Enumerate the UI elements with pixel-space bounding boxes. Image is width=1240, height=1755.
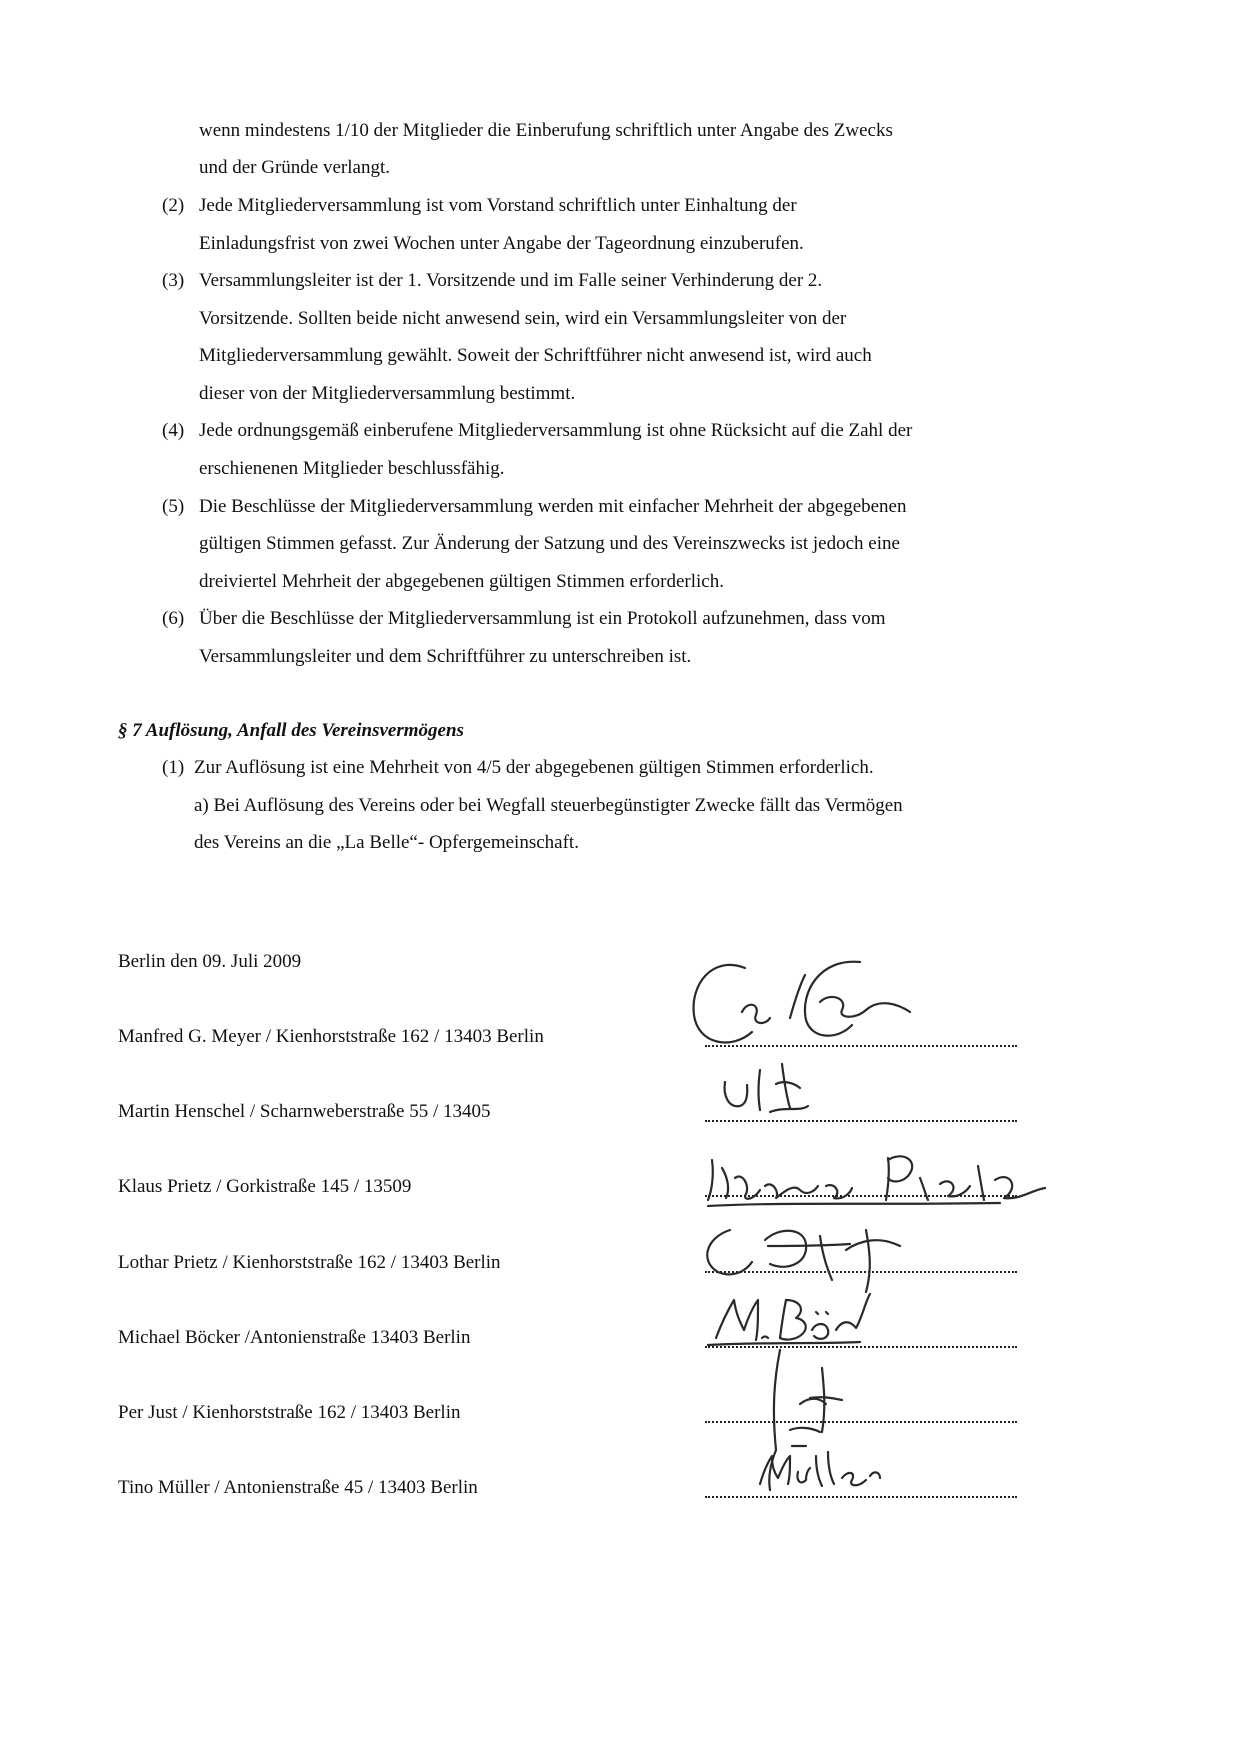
s6-item-4-line-2: erschienenen Mitglieder beschlussfähig. <box>199 458 505 479</box>
member-line-5: Michael Böcker /Antonienstraße 13403 Berlin <box>118 1327 471 1348</box>
s6-item-6-line-1: Über die Beschlüsse der Mitgliederversammlung ist ein Protokoll aufzunehmen, dass vom <box>199 608 886 629</box>
member-line-1: Manfred G. Meyer / Kienhorststraße 162 / 13403 Berlin <box>118 1026 544 1047</box>
member-line-2: Martin Henschel / Scharnweberstraße 55 / 13405 <box>118 1101 491 1122</box>
s6-item-4-number: (4) <box>162 420 185 441</box>
signature-dotted-line <box>705 1045 1017 1047</box>
s6-item-2-line-2: Einladungsfrist von zwei Wochen unter Angabe der Tageordnung einzuberufen. <box>199 233 804 254</box>
signature-5 <box>708 1294 870 1345</box>
s6-item-3-line-1: Versammlungsleiter ist der 1. Vorsitzende und im Falle seiner Verhinderung der 2. <box>199 270 823 291</box>
s6-item-5-line-3: dreiviertel Mehrheit der abgegebenen gültigen Stimmen erforderlich. <box>199 571 724 592</box>
signature-dotted-line <box>705 1271 1017 1273</box>
signature-4 <box>707 1230 900 1292</box>
member-line-4: Lothar Prietz / Kienhorststraße 162 / 13403 Berlin <box>118 1252 501 1273</box>
s6-item-5-line-2: gültigen Stimmen gefasst. Zur Änderung der Satzung und des Vereinszwecks ist jedoch eine <box>199 533 900 554</box>
member-line-3: Klaus Prietz / Gorkistraße 145 / 13509 <box>118 1176 412 1197</box>
section-7-heading: § 7 Auflösung, Anfall des Vereinsvermögens <box>118 720 464 741</box>
member-line-6: Per Just / Kienhorststraße 162 / 13403 Berlin <box>118 1402 461 1423</box>
signature-dotted-line <box>705 1195 1017 1197</box>
signature-dotted-line <box>705 1421 1017 1423</box>
signature-dotted-line <box>705 1346 1017 1348</box>
s6-item-3-line-3: Mitgliederversammlung gewählt. Soweit der Schriftführer nicht anwesend ist, wird auch <box>199 345 872 366</box>
signature-1 <box>694 962 910 1043</box>
s6-item-6-number: (6) <box>162 608 185 629</box>
signature-3 <box>708 1156 1045 1206</box>
s6-item-3-line-4: dieser von der Mitgliederversammlung bestimmt. <box>199 383 576 404</box>
s6-item-5-number: (5) <box>162 496 185 517</box>
signature-dotted-line <box>705 1120 1017 1122</box>
s6-item-3-line-2: Vorsitzende. Sollten beide nicht anwesend sein, wird ein Versammlungsleiter von der <box>199 308 847 329</box>
s6-item-5-line-1: Die Beschlüsse der Mitgliederversammlung werden mit einfacher Mehrheit der abgegebenen <box>199 496 907 517</box>
signature-7 <box>760 1446 880 1486</box>
place-and-date: Berlin den 09. Juli 2009 <box>118 951 302 972</box>
s7-item-1-line-3: des Vereins an die „La Belle“- Opfergemeinschaft. <box>194 832 579 853</box>
s7-item-1-number: (1) <box>162 757 185 778</box>
signature-dotted-line <box>705 1496 1017 1498</box>
s6-item-2-line-1: Jede Mitgliederversammlung ist vom Vorstand schriftlich unter Einhaltung der <box>199 195 797 216</box>
s6-item-2-number: (2) <box>162 195 185 216</box>
s6-item-6-line-2: Versammlungsleiter und dem Schriftführer zu unterschreiben ist. <box>199 646 692 667</box>
s6-cont-line-1: wenn mindestens 1/10 der Mitglieder die Einberufung schriftlich unter Angabe des Zwecks <box>199 120 893 141</box>
s6-item-4-line-1: Jede ordnungsgemäß einberufene Mitgliederversammlung ist ohne Rücksicht auf die Zahl der <box>199 420 913 441</box>
member-line-7: Tino Müller / Antonienstraße 45 / 13403 Berlin <box>118 1477 478 1498</box>
s6-cont-line-2: und der Gründe verlangt. <box>199 157 390 178</box>
s7-item-1-line-2: a) Bei Auflösung des Vereins oder bei Wegfall steuerbegünstigter Zwecke fällt das Vermögen <box>194 795 903 816</box>
signature-2 <box>725 1064 808 1112</box>
s7-item-1-line-1: Zur Auflösung ist eine Mehrheit von 4/5 der abgegebenen gültigen Stimmen erforderlich. <box>194 757 874 778</box>
signature-6 <box>769 1350 842 1490</box>
s6-item-3-number: (3) <box>162 270 185 291</box>
